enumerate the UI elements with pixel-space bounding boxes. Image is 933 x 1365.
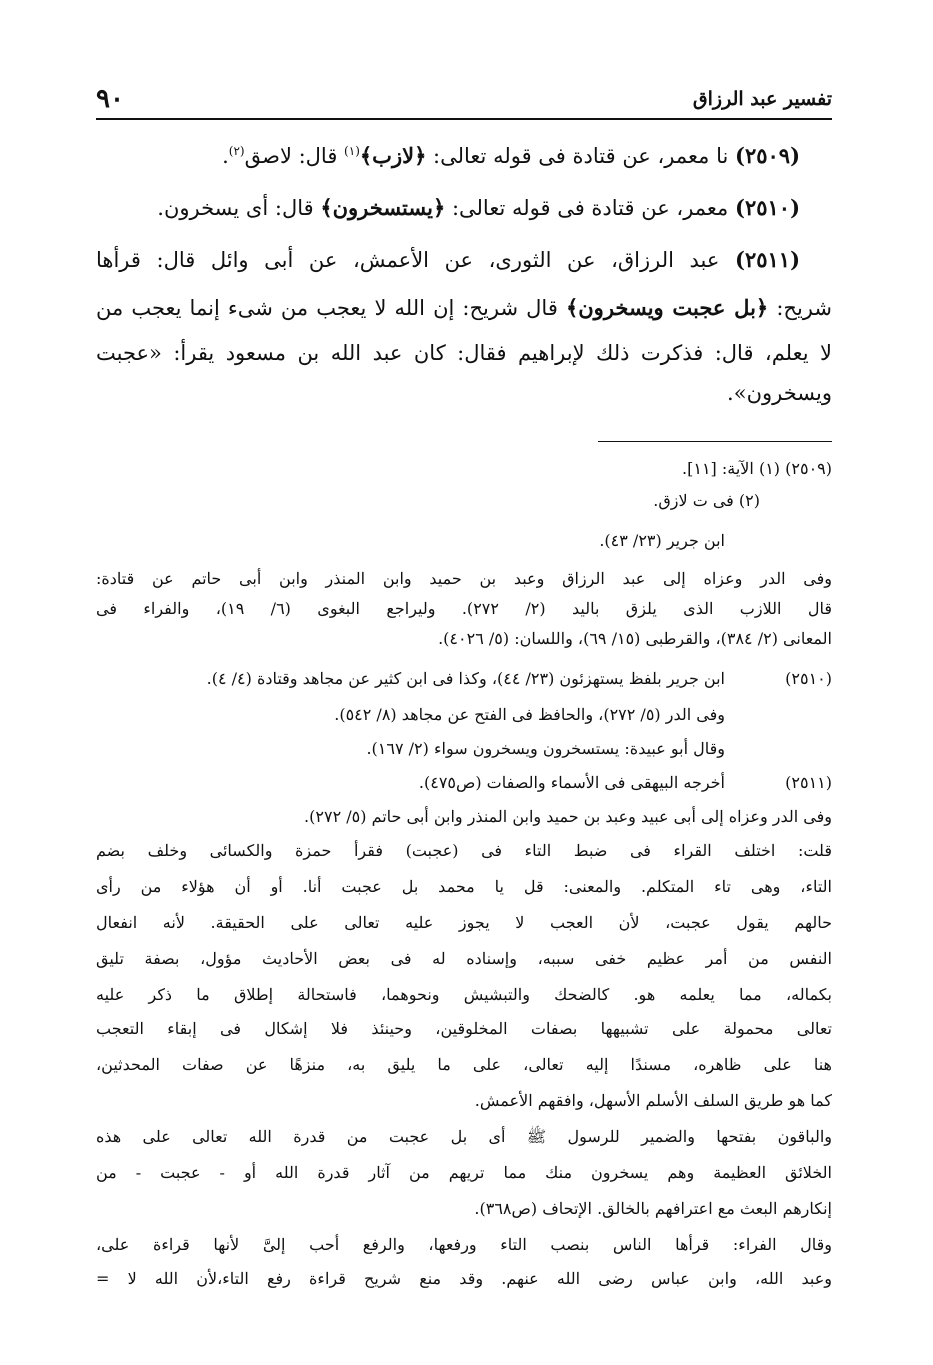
- quran-phrase: ﴿بل عجبت ويسخرون﴾: [565, 295, 769, 320]
- footnote-line: المعانى (٢/ ٣٨٤)، والقرطبى (١٥/ ٦٩)، واللسان: (٥/ ٤٠٢٦).: [438, 629, 832, 648]
- footnote-line: ابن جرير بلفظ يستهزئون (٢٣/ ٤٤)، وكذا فى ابن كثير عن مجاهد وقتادة (٤/ ٤).: [206, 669, 725, 688]
- footnote-line: هنا على ظاهره، مسندًا إليه تعالى، على ما يليق به، منزهًا عن صفات المحدثين،: [96, 1055, 832, 1074]
- footnote-line: كما هو طريق السلف الأسلم الأسهل، وافقهم الأعمش.: [474, 1091, 832, 1110]
- footnote-line: قلت: اختلف القراء فى ضبط التاء فى (عجبت) فقرأ حمزة والكسائى وخلف بضم: [96, 841, 832, 860]
- entry-number: (٢٥٠٩): [735, 143, 800, 168]
- entry-2511-line-2: [96, 284, 832, 332]
- header-divider: [96, 118, 832, 120]
- footnote-line: حالهم يقول عجبت، لأن العجب لا يجوز عليه تعالى على الحقيقة. لأنه انفعال: [96, 913, 832, 932]
- footnote-line: النفس من أمر عظيم خفى سببه، وإسناده له فى بعض الأحاديث مؤول، بصفة تليق: [96, 949, 832, 968]
- footnote-line: وفى الدر وعزاه إلى عبد الرزاق وعبد بن حميد وابن المنذر وابن أبى حاتم عن قتادة:: [96, 569, 832, 588]
- entry-text: شريح:: [768, 296, 832, 320]
- footnote-number: (٢٥١٠): [785, 669, 832, 688]
- footnote-line: إنكارهم البعث مع اعترافهم بالخالق. الإتحاف (ص٣٦٨).: [474, 1199, 832, 1218]
- quran-word: ﴿لازب﴾: [359, 143, 427, 168]
- entry-text: معمر، عن قتادة فى قوله تعالى:: [445, 196, 729, 220]
- entry-text: قال: لاصق: [244, 144, 345, 168]
- entry-number: (٢٥١١): [735, 247, 800, 272]
- footnote-line: ابن جرير (٢٣/ ٤٣).: [599, 531, 725, 550]
- footnote-line: (٢٥٠٩) (١) الآية: [١١].: [682, 459, 832, 478]
- footnote-line: الخلائق العظيمة وهم يسخرون منك مما تريهم من آثار قدرة الله أو - عجبت - من: [96, 1163, 832, 1182]
- footnote-line: والباقون بفتحها والضمير للرسول ﷺ أى بل عجبت من قدرة الله تعالى على هذه: [96, 1127, 832, 1146]
- entry-2511-line-4: [96, 370, 832, 417]
- footnote-line: (٢) فى ت لازق.: [653, 491, 760, 510]
- running-title: تفسير عبد الرزاق: [692, 88, 832, 110]
- footnote-line: وعبد الله، وابن عباس رضى الله عنهم. وقد منع شريح قراءة رفع التاء،لأن الله لا =: [96, 1269, 832, 1288]
- footnote-line: التاء، وهى تاء المتكلم. والمعنى: قل يا محمد بل عجبت أنا. أو أن هؤلاء من رأى: [96, 877, 832, 896]
- quran-word: ﴿يستسخرون﴾: [320, 195, 446, 220]
- entry-text: قال: أى يسخرون.: [157, 196, 321, 220]
- footnote-line: تعالى محمولة على تشبيهها بصفات المخلوقين، وحينئذ فلا إشكال فى إبقاء التعجب: [96, 1019, 832, 1038]
- footnote-line: وقال أبو عبيدة: يستسخرون ويسخرون سواء (٢/ ١٦٧).: [366, 739, 725, 758]
- entry-text: نا معمر، عن قتادة فى قوله تعالى:: [426, 144, 729, 168]
- entry-text: لا يعلم، قال: فذكرت ذلك لإبراهيم فقال: كان عبد الله بن مسعود يقرأ: «عجبت: [96, 341, 832, 365]
- entry-text: قال شريح: إن الله لا يعجب من شىء إنما يعجب من: [96, 296, 566, 320]
- footnote-line: أخرجه البيهقى فى الأسماء والصفات (ص٤٧٥).: [418, 773, 725, 792]
- footnote-divider: [598, 441, 832, 442]
- entry-text: ويسخرون».: [727, 381, 832, 405]
- entry-2510: [96, 184, 832, 232]
- entry-2511-line-1: [96, 236, 832, 284]
- entry-text: عبد الرزاق، عن الثورى، عن الأعمش، عن أبى وائل قال: قرأها: [96, 248, 720, 272]
- footnote-ref: (١): [344, 144, 360, 158]
- footnote-line: قال اللازب الذى يلزق باليد (٢/ ٢٧٢). وليراجع البغوى (٦/ ١٩)، والفراء فى: [96, 599, 832, 618]
- footnote-line: وقال الفراء: قرأها الناس بنصب التاء ورفعها، والرفع أحب إلىَّ لأنها قراءة على،: [96, 1235, 832, 1254]
- footnote-line: وفى الدر وعزاه إلى أبى عبيد وعبد بن حميد وابن المنذر وابن أبى حاتم (٥/ ٢٧٢).: [304, 807, 832, 826]
- entry-number: (٢٥١٠): [735, 195, 800, 220]
- entry-2509: [96, 128, 832, 180]
- footnote-line: وفى الدر (٥/ ٢٧٢)، والحافظ فى الفتح عن مجاهد (٨/ ٥٤٢).: [334, 705, 725, 724]
- footnote-ref: (٢): [228, 144, 245, 158]
- entry-text: .: [222, 144, 229, 168]
- footnote-line: بكماله، مما يعلمه هو. كالضحك والتبشيش ونحوهما، فاستحالة إطلاق ما ذكر عليه: [96, 985, 832, 1004]
- footnote-number: (٢٥١١): [785, 773, 832, 792]
- page-number: ٩٠: [96, 84, 124, 114]
